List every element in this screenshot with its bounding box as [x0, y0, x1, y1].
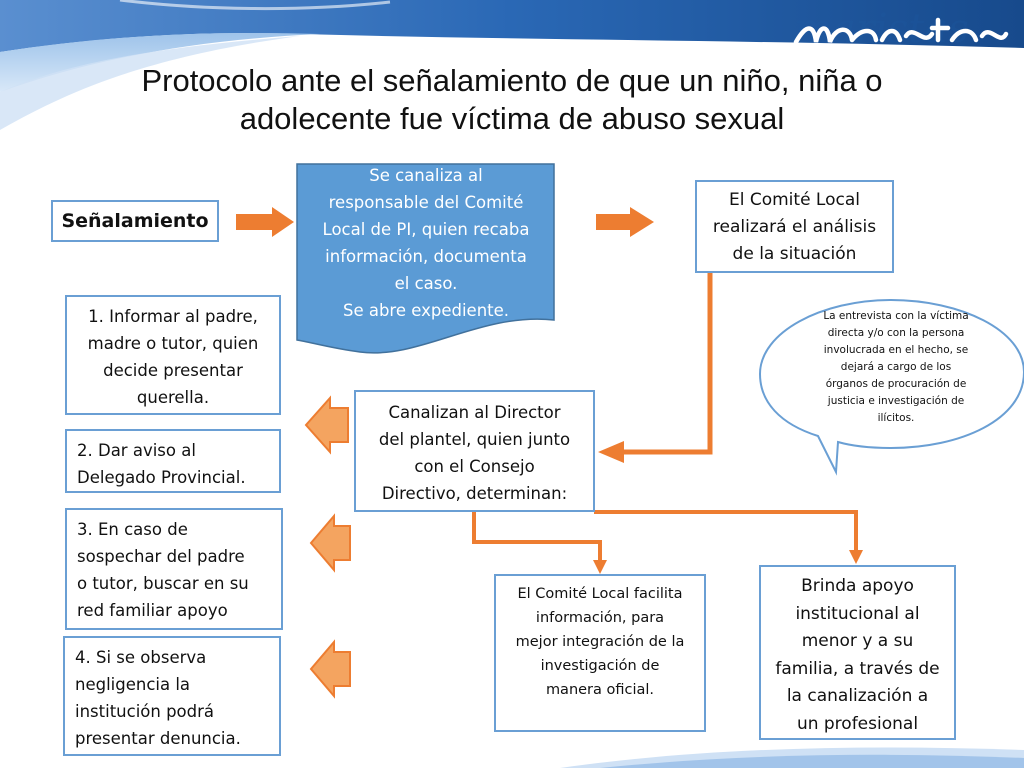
entrevista-text: La entrevista con la víctima directa y/o con la persona involucrada en el hecho, se dejará a cargo de los órganos de procuración de justicia e investigación de ilícitos. [823, 310, 969, 424]
senalamiento-box [51, 200, 219, 242]
option-text-4: 4. Si se observa negligencia la institución podrá presentar denuncia. [75, 648, 241, 748]
arrow-right-1 [236, 207, 294, 237]
senalamiento-label: Señalamiento [61, 210, 209, 232]
canaliza-text: Se canaliza al responsable del Comité Local de PI, quien recaba información, documenta el caso. Se abre expediente. [322, 166, 530, 320]
arrow-left-1 [306, 398, 348, 452]
comite-analisis-text: El Comité Local realizará el análisis de la situación [712, 190, 877, 264]
connector-analisis-director [622, 272, 710, 452]
option-box-4 [63, 636, 281, 756]
title-line-1: Protocolo ante el señalamiento de que un niño, niña o [141, 63, 883, 98]
director-text: Canalizan al Director del plantel, quien junto con el Consejo Directivo, determinan: [378, 403, 571, 503]
arrow-right-2 [596, 207, 654, 237]
title-line-2: adolecente fue víctima de abuso sexual [239, 101, 785, 136]
option-text-1: 1. Informar al padre, madre o tutor, quien decide presentar querella. [87, 307, 259, 407]
option-box-1 [65, 295, 281, 415]
comite-analisis-box [695, 180, 894, 273]
option-text-3: 3. En caso de sospechar del padre o tutor, buscar en su red familiar apoyo [77, 520, 249, 620]
apoyo-box [759, 565, 956, 740]
connector-director-facilita [474, 512, 600, 562]
connector-analisis-director-head [598, 441, 624, 463]
option-box-3 [65, 508, 283, 630]
connector-director-apoyo-head [849, 550, 863, 564]
option-box-2 [65, 429, 281, 493]
svg-text:maristas: maristas [794, 6, 969, 50]
director-box [354, 390, 595, 512]
apoyo-text: Brinda apoyo institucional al menor y a su familia, a través de la canalización a un profesional [775, 576, 940, 734]
comite-facilita-box [494, 574, 706, 732]
option-text-2: 2. Dar aviso al Delegado Provincial. [77, 441, 246, 487]
connector-director-apoyo [594, 512, 856, 552]
arrow-left-3 [311, 642, 350, 696]
arrow-left-2 [311, 516, 350, 570]
comite-facilita-text: El Comité Local facilita información, para mejor integración de la investigación de manera oficial. [515, 586, 685, 698]
connector-director-facilita-head [593, 560, 607, 574]
